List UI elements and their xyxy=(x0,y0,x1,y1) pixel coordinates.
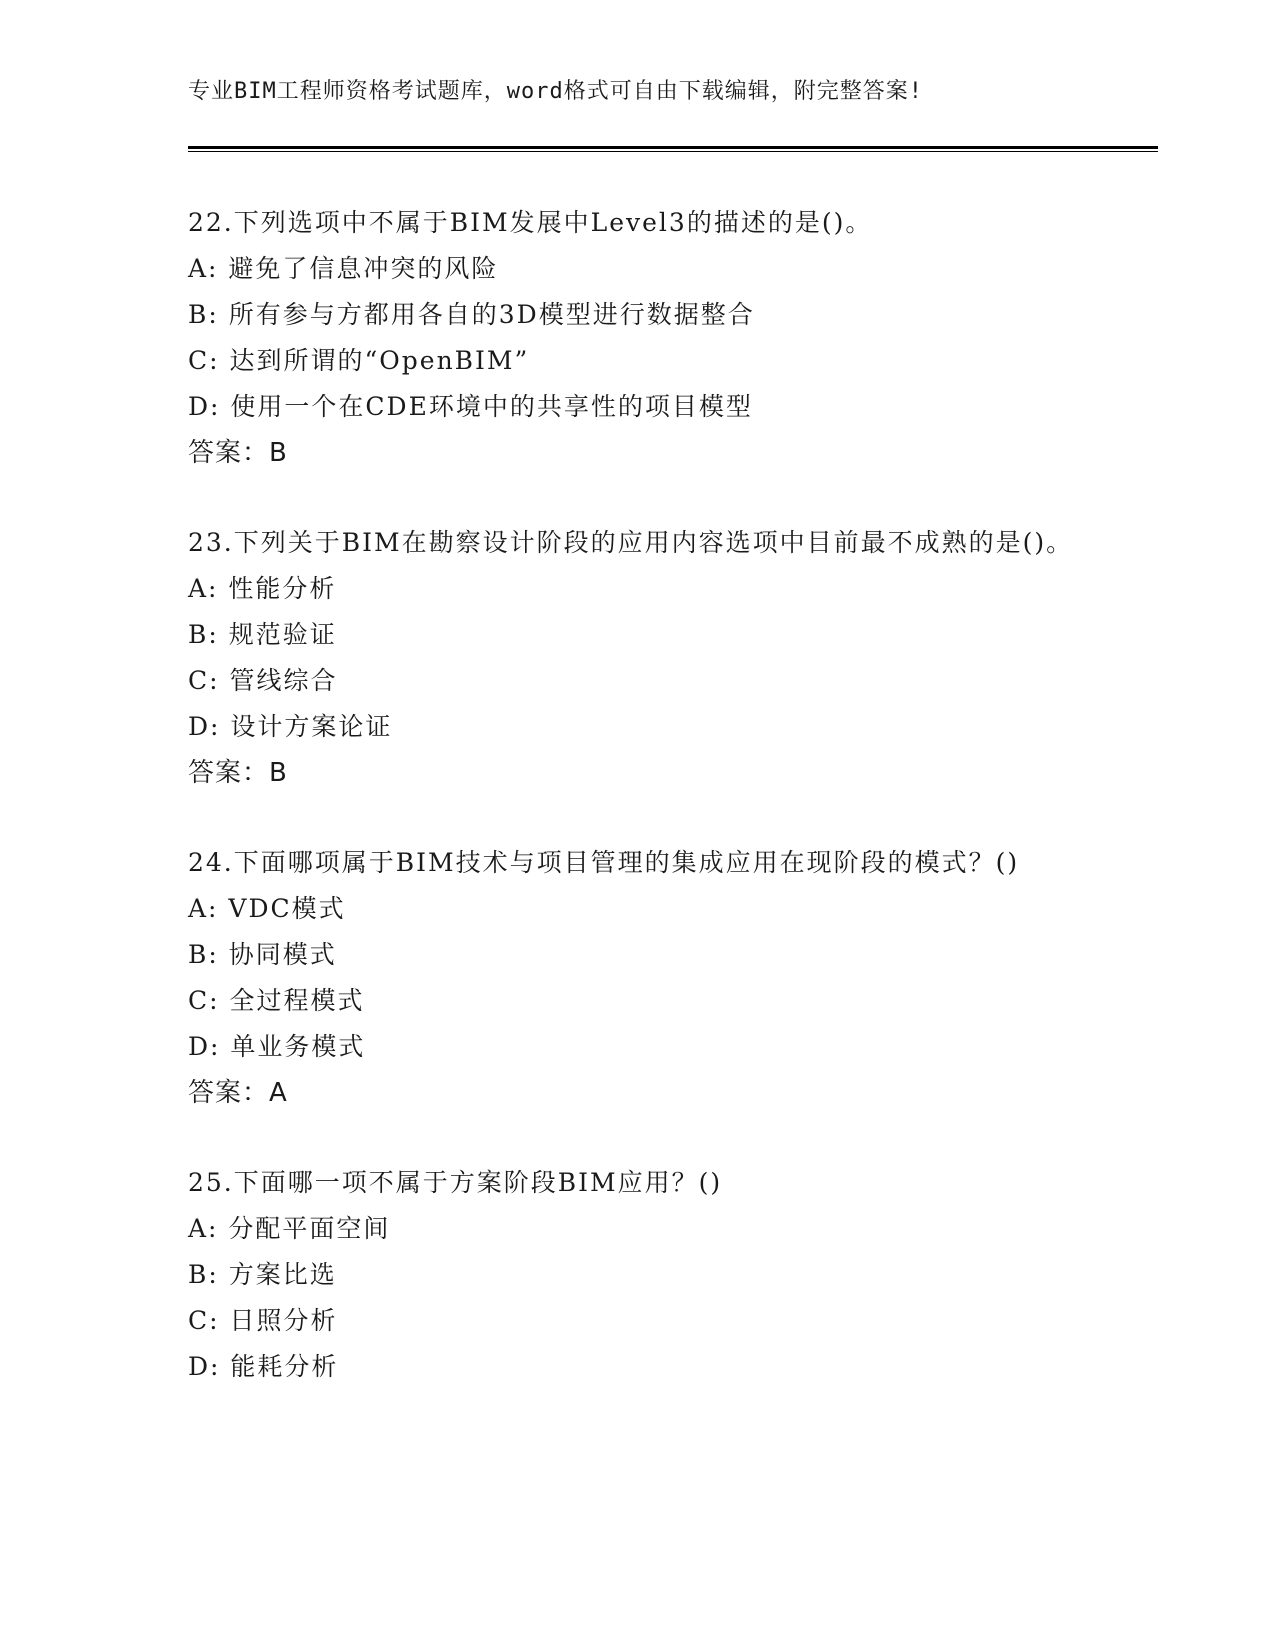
question-stem: 22.下列选项中不属于BIM发展中Level3的描述的是()。 xyxy=(188,208,873,237)
answer-label: 答案：B xyxy=(188,758,288,788)
header-rule-thin xyxy=(188,151,1158,152)
question-24 xyxy=(188,840,1108,1116)
question-22 xyxy=(188,200,1108,476)
header-text: 专业BIM工程师资格考试题库，word格式可自由下载编辑，附完整答案! xyxy=(188,79,923,104)
option-a: A: VDC模式 xyxy=(188,894,346,923)
option-a: A: 性能分析 xyxy=(188,574,337,603)
option-b: B: 协同模式 xyxy=(188,940,337,969)
question-stem: 24.下面哪项属于BIM技术与项目管理的集成应用在现阶段的模式？() xyxy=(188,848,1020,877)
question-list xyxy=(188,200,1108,1434)
option-d: D: 能耗分析 xyxy=(188,1352,339,1381)
option-d: D: 设计方案论证 xyxy=(188,712,393,741)
option-b: B: 方案比选 xyxy=(188,1260,337,1289)
option-a: A: 避免了信息冲突的风险 xyxy=(188,254,499,283)
option-d: D: 使用一个在CDE环境中的共享性的项目模型 xyxy=(188,392,753,421)
option-c: C: 日照分析 xyxy=(188,1306,338,1335)
question-25 xyxy=(188,1160,1108,1390)
header-rule-thick xyxy=(188,146,1158,149)
answer-label: 答案：B xyxy=(188,438,288,468)
option-b: B: 规范验证 xyxy=(188,620,337,649)
question-23 xyxy=(188,520,1108,796)
question-stem: 25.下面哪一项不属于方案阶段BIM应用？() xyxy=(188,1168,723,1197)
option-b: B: 所有参与方都用各自的3D模型进行数据整合 xyxy=(188,300,755,329)
option-a: A: 分配平面空间 xyxy=(188,1214,391,1243)
option-c: C: 管线综合 xyxy=(188,666,338,695)
answer-label: 答案：A xyxy=(188,1078,288,1108)
option-d: D: 单业务模式 xyxy=(188,1032,366,1061)
option-c: C: 达到所谓的“OpenBIM” xyxy=(188,346,530,375)
question-stem: 23.下列关于BIM在勘察设计阶段的应用内容选项中目前最不成熟的是()。 xyxy=(188,528,1074,557)
option-c: C: 全过程模式 xyxy=(188,986,365,1015)
